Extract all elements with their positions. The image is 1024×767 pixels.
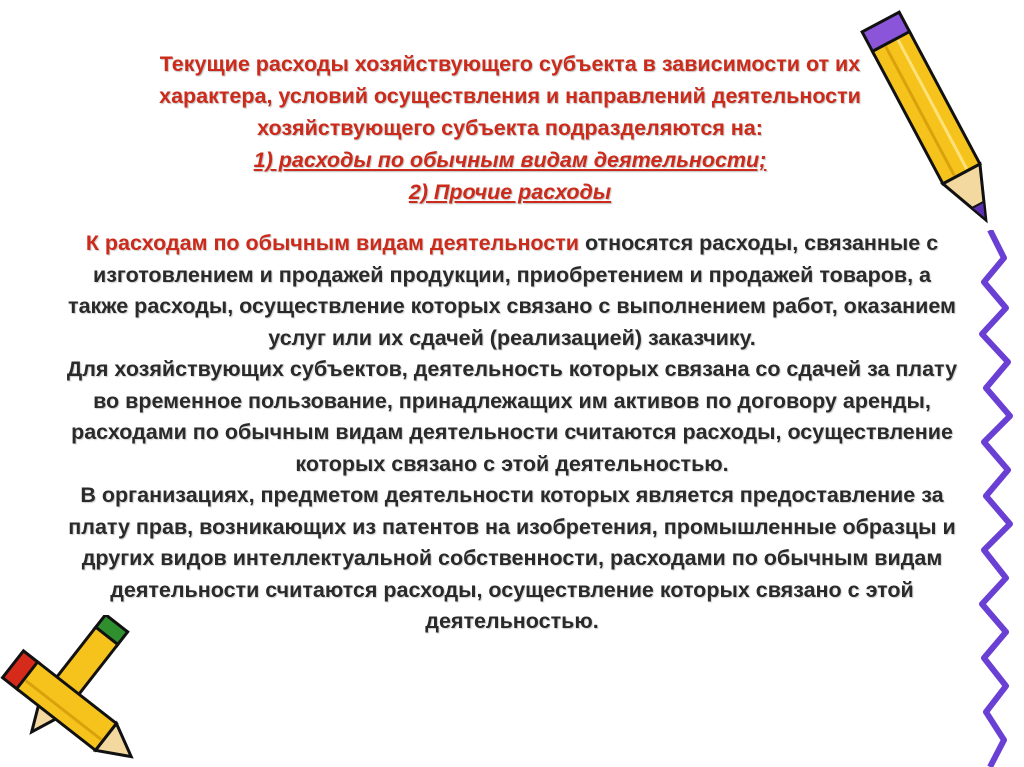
slide-heading [70, 48, 950, 208]
squiggle-right-icon [960, 230, 1024, 767]
pencils-bottom-left-icon [0, 615, 170, 767]
paragraph-1-highlight: К расходам по обычным видам деятельности [85, 231, 579, 255]
heading-item-2: 2) Прочие расходы [408, 180, 612, 204]
heading-line-1: Текущие расходы хозяйствующего субъекта в зависимости от их [159, 52, 861, 76]
paragraph-1-text: относятся расходы, связанные с изготовлением и продажей продукции, приобретением и продажей товаров, а также расходы, осуществление которых связано с выполнением работ, оказанием услуг или их сдачей (реализацией) заказчику. [68, 231, 956, 350]
heading-line-2: характера, условий осуществления и направлений деятельности [159, 84, 861, 108]
paragraph-1 [62, 228, 962, 354]
slide-body [62, 228, 962, 638]
heading-line-3: хозяйствующего субъекта подразделяются на: [257, 116, 763, 140]
heading-item-1: 1) расходы по обычным видам деятельности; [253, 148, 767, 172]
pencil-top-right-icon [860, 0, 1010, 245]
paragraph-3: В организациях, предметом деятельности которых является предоставление за плату прав, возникающих из патентов на изобретения, промышленные образцы и других видов интеллектуальной собственности, расходами по обычным видам деятельности считаются расходы, осуществление которых связано с этой деятельностью. [68, 483, 956, 633]
paragraph-2: Для хозяйствующих субъектов, деятельность которых связана со сдачей за плату во временное пользование, принадлежащих им активов по договору аренды, расходами по обычным видам деятельности считаются расходы, осуществление которых связано с этой деятельностью. [66, 357, 958, 476]
